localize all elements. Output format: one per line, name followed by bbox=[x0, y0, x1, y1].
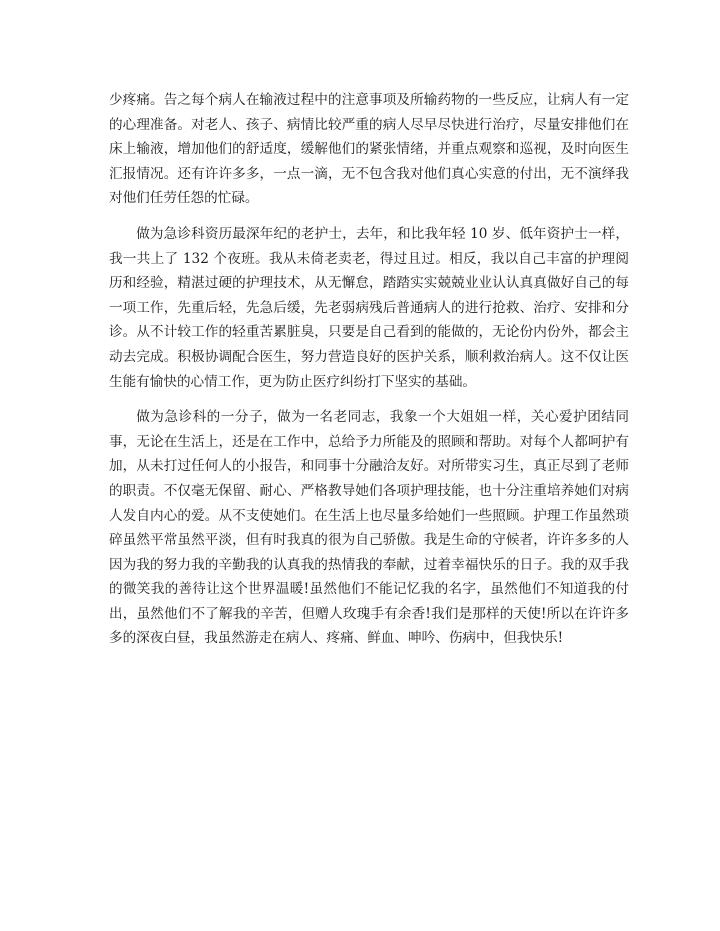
paragraph-colleagues: 做为急诊科的一分子，做为一名老同志，我象一个大姐姐一样，关心爱护团结同事，无论在生活上，还是在工作中，总给予力所能及的照顾和帮助。对每个人都呵护有加，从未打过任何人的小报告，和同事十分融洽友好。对所带实习生，真正尽到了老师的职责。不仅毫无保留、耐心、严格教导她们各项护理技能，也十分注重培养她们对病人发自内心的爱。从不支使她们。在生活上也尽量多给她们一些照顾。护理工作虽然琐碎虽然平常虽然平淡，但有时我真的很为自己骄傲。我是生命的守候者，许许多多的人因为我的努力我的辛勤我的认真我的热情我的奉献，过着幸福快乐的日子。我的双手我的微笑我的善待让这个世界温暖!虽然他们不能记忆我的名字，虽然他们不知道我的付出，虽然他们不了解我的辛苦，但赠人玫瑰手有余香!我们是那样的天使!所以在许许多多的深夜白昼，我虽然游走在病人、疼痛、鲜血、呻吟、伤病中，但我快乐! bbox=[109, 409, 629, 647]
document-body bbox=[109, 88, 629, 651]
paragraph-continued: 少疼痛。告之每个病人在输液过程中的注意事项及所输药物的一些反应，让病人有一定的心理准备。对老人、孩子、病情比较严重的病人尽早尽快进行治疗，尽量安排他们在床上输液，增加他们的舒适度，缓解他们的紧张情绪，并重点观察和巡视，及时向医生汇报情况。还有许许多多，一点一滴，无不包含我对他们真心实意的付出，无不演绎我对他们任劳任怨的忙碌。 bbox=[109, 92, 629, 207]
paragraph-night-shifts: 做为急诊科资历最深年纪的老护士，去年，和比我年轻 10 岁、低年资护士一样，我一共上了 132 个夜班。我从未倚老卖老，得过且过。相反，我以自己丰富的护理阅历和经验，精湛过硬的护理技术，从无懈怠，踏踏实实兢兢业业认认真真做好自己的每一项工作，先重后轻，先急后缓，先老弱病残后普通病人的进行抢救、治疗、安排和分诊。从不计较工作的轻重苦累脏臭，只要是自己看到的能做的，无论份内份外，都会主动去完成。积极协调配合医生，努力营造良好的医护关系，顺利救治病人。这不仅让医生能有愉快的心情工作，更为防止医疗纠纷打下坚实的基础。 bbox=[109, 225, 629, 390]
